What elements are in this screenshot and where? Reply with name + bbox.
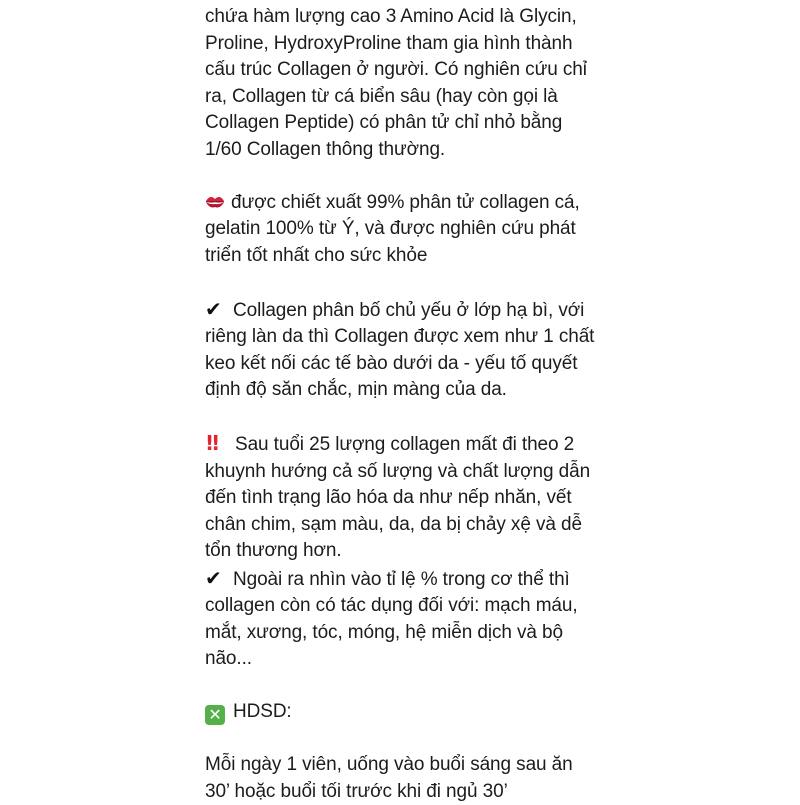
spacer xyxy=(205,163,595,190)
cross-mark-button-icon: ✕ xyxy=(205,705,225,725)
spacer xyxy=(205,673,595,700)
extract-text: được chiết xuất 99% phân tử collagen cá, gelatin 100% từ Ý, và được nghiên cứu phát triển tốt nhất cho sức khỏe xyxy=(205,191,580,266)
spacer xyxy=(205,404,595,431)
hdsd-heading xyxy=(205,699,595,726)
other-effects-text: Ngoài ra nhìn vào tỉ lệ % trong cơ thể thì collagen còn có tác dụng đối với: mạch máu, mắt, xương, tóc, móng, hệ miễn dịch và bộ não... xyxy=(205,568,578,669)
heavy-check-mark-icon: ✔ xyxy=(205,296,222,321)
distribution-text: Collagen phân bố chủ yếu ở lớp hạ bì, với riêng làn da thì Collagen được xem như 1 chất keo kết nối các tế bào dưới da - yếu tố quyết định độ săn chắc, mịn màng của da. xyxy=(205,299,595,400)
intro-paragraph: chứa hàm lượng cao 3 Amino Acid là Glycin, Proline, HydroxyProline tham gia hình thành cấu trúc Collagen ở người. Có nghiên cứu chỉ ra, Collagen từ cá biển sâu (hay còn gọi là Collagen Peptide) có phân tử chỉ nhỏ bằng 1/60 Collagen thông thường. xyxy=(205,6,587,160)
kiss-mark-icon xyxy=(205,191,225,205)
heavy-check-mark-icon: ✔ xyxy=(205,565,222,590)
distribution-paragraph xyxy=(205,296,595,404)
aging-text: Sau tuổi 25 lượng collagen mất đi theo 2 khuynh hướng cả số lượng và chất lượng dẫn đến tình trạng lão hóa da như nếp nhăn, vết chân chim, sạm màu, da, da bị chảy xệ và dễ tổn thương hơn. xyxy=(205,434,591,561)
double-exclamation-icon: !! xyxy=(205,431,218,455)
spacer xyxy=(205,726,595,753)
hdsd-label: HDSD: xyxy=(233,701,292,722)
post-body xyxy=(205,4,595,805)
usage-paragraph: Mỗi ngày 1 viên, uống vào buổi sáng sau ăn 30’ hoặc buổi tối trước khi đi ngủ 30’ xyxy=(205,754,573,802)
other-effects-paragraph xyxy=(205,565,595,673)
extract-paragraph xyxy=(205,190,595,270)
aging-paragraph xyxy=(205,430,595,565)
spacer xyxy=(205,269,595,296)
